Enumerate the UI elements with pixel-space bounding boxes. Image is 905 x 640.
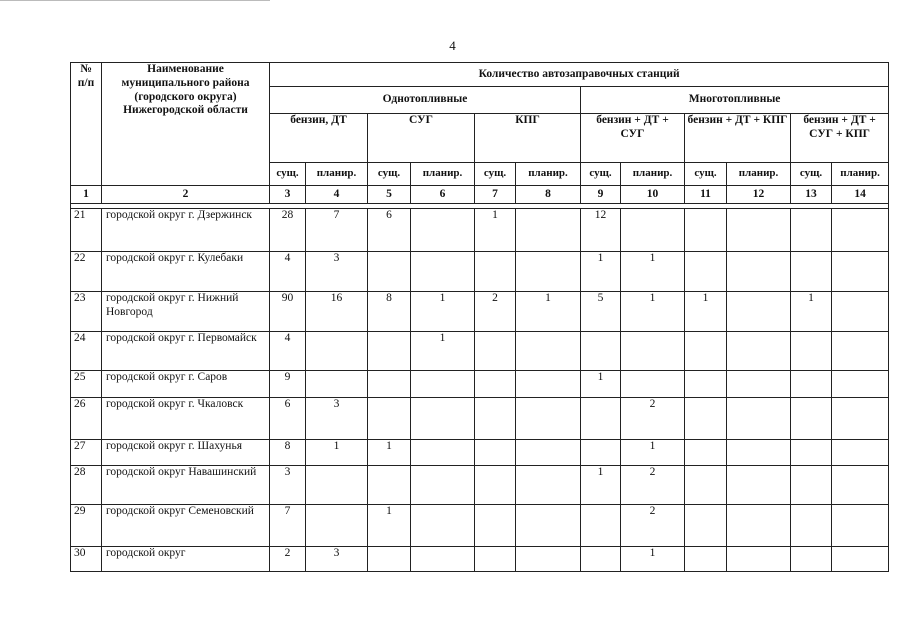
header-existing: сущ.: [270, 163, 306, 186]
table-body: [71, 209, 889, 572]
station-count-cell: [685, 209, 727, 252]
station-count-cell: 1: [475, 209, 516, 252]
station-count-cell: [791, 209, 832, 252]
table-row: [71, 440, 889, 466]
station-count-cell: [516, 466, 581, 505]
header-group-gas-diesel-lpg-cng: бензин + ДТ + СУГ + КПГ: [791, 114, 889, 163]
station-count-cell: [516, 505, 581, 547]
station-count-cell: [791, 505, 832, 547]
station-count-cell: [411, 466, 475, 505]
station-count-cell: 5: [581, 292, 621, 332]
station-count-cell: [727, 252, 791, 292]
district-name: городской округ г. Первомайск: [102, 332, 270, 371]
station-count-cell: [727, 547, 791, 572]
row-number: 23: [71, 292, 102, 332]
row-number: 24: [71, 332, 102, 371]
station-count-cell: 3: [306, 252, 368, 292]
header-existing: сущ.: [368, 163, 411, 186]
station-count-cell: [306, 332, 368, 371]
station-count-cell: 28: [270, 209, 306, 252]
station-count-cell: [727, 466, 791, 505]
station-count-cell: 1: [581, 466, 621, 505]
district-name: городской округ Навашинский: [102, 466, 270, 505]
station-count-cell: 1: [621, 252, 685, 292]
station-count-cell: [475, 371, 516, 398]
station-count-cell: [411, 440, 475, 466]
district-name: городской округ: [102, 547, 270, 572]
station-count-cell: [727, 292, 791, 332]
column-number: 5: [368, 186, 411, 204]
column-number: 6: [411, 186, 475, 204]
header-existing: сущ.: [475, 163, 516, 186]
station-count-cell: [411, 252, 475, 292]
station-count-cell: [368, 371, 411, 398]
row-number: 29: [71, 505, 102, 547]
station-count-cell: 3: [270, 466, 306, 505]
station-count-cell: [368, 252, 411, 292]
column-number: 4: [306, 186, 368, 204]
header-group-cng: КПГ: [475, 114, 581, 163]
station-count-cell: [727, 505, 791, 547]
station-count-cell: [832, 371, 889, 398]
station-count-cell: [832, 252, 889, 292]
column-number: 10: [621, 186, 685, 204]
station-count-cell: [685, 371, 727, 398]
station-count-cell: [727, 371, 791, 398]
table-row: [71, 505, 889, 547]
table-row: [71, 547, 889, 572]
header-existing: сущ.: [791, 163, 832, 186]
station-count-cell: [516, 209, 581, 252]
scan-edge-line: [0, 0, 270, 1]
column-number: 14: [832, 186, 889, 204]
station-count-cell: 1: [368, 505, 411, 547]
station-count-cell: [727, 209, 791, 252]
station-count-cell: 1: [621, 547, 685, 572]
column-number: 12: [727, 186, 791, 204]
station-count-cell: 2: [270, 547, 306, 572]
header-single-fuel: Однотопливные: [270, 87, 581, 114]
station-count-cell: 4: [270, 332, 306, 371]
header-group-gas-diesel-lpg: бензин + ДТ + СУГ: [581, 114, 685, 163]
station-count-cell: 1: [411, 292, 475, 332]
station-count-cell: 9: [270, 371, 306, 398]
station-count-cell: [516, 547, 581, 572]
station-count-cell: 3: [306, 398, 368, 440]
district-name: городской округ г. Кулебаки: [102, 252, 270, 292]
station-count-cell: [368, 547, 411, 572]
station-count-cell: 1: [581, 252, 621, 292]
station-count-cell: [832, 440, 889, 466]
station-count-cell: [685, 252, 727, 292]
table-row: [71, 252, 889, 292]
station-count-cell: [516, 398, 581, 440]
station-count-cell: [791, 547, 832, 572]
station-count-cell: [306, 371, 368, 398]
table-row: [71, 209, 889, 252]
station-count-cell: [516, 371, 581, 398]
district-name: городской округ Семеновский: [102, 505, 270, 547]
station-count-cell: 90: [270, 292, 306, 332]
station-count-cell: 12: [581, 209, 621, 252]
column-number: 3: [270, 186, 306, 204]
row-number: 30: [71, 547, 102, 572]
station-count-cell: 1: [685, 292, 727, 332]
column-number: 11: [685, 186, 727, 204]
station-count-cell: [516, 332, 581, 371]
station-count-cell: [475, 466, 516, 505]
column-number-row: [71, 186, 889, 204]
station-count-cell: [411, 505, 475, 547]
station-count-cell: [411, 398, 475, 440]
station-count-cell: [832, 292, 889, 332]
station-count-cell: 1: [581, 371, 621, 398]
row-number: 25: [71, 371, 102, 398]
station-count-cell: 3: [306, 547, 368, 572]
header-group-lpg: СУГ: [368, 114, 475, 163]
station-count-cell: [368, 466, 411, 505]
column-number: 13: [791, 186, 832, 204]
station-count-cell: [791, 398, 832, 440]
station-count-cell: [685, 505, 727, 547]
station-count-cell: [581, 547, 621, 572]
station-count-cell: 1: [621, 292, 685, 332]
station-count-cell: [411, 209, 475, 252]
station-count-cell: [685, 332, 727, 371]
station-count-cell: 6: [368, 209, 411, 252]
station-count-cell: [475, 252, 516, 292]
station-count-cell: [411, 547, 475, 572]
station-count-cell: [791, 466, 832, 505]
station-count-cell: 4: [270, 252, 306, 292]
table-row: [71, 332, 889, 371]
district-name: городской округ г. Чкаловск: [102, 398, 270, 440]
station-count-cell: 1: [411, 332, 475, 371]
header-planned: планир.: [306, 163, 368, 186]
station-count-cell: [727, 398, 791, 440]
station-count-cell: [368, 332, 411, 371]
station-count-cell: [411, 371, 475, 398]
column-number: 8: [516, 186, 581, 204]
station-count-cell: [832, 209, 889, 252]
station-count-cell: 7: [270, 505, 306, 547]
station-count-cell: [727, 332, 791, 371]
station-count-cell: 6: [270, 398, 306, 440]
station-count-cell: [832, 332, 889, 371]
station-count-cell: [832, 398, 889, 440]
district-name: городской округ г. Шахунья: [102, 440, 270, 466]
header-existing: сущ.: [685, 163, 727, 186]
station-count-cell: 7: [306, 209, 368, 252]
station-count-cell: [516, 252, 581, 292]
station-count-cell: [621, 332, 685, 371]
station-count-cell: [581, 440, 621, 466]
row-number: 22: [71, 252, 102, 292]
header-planned: планир.: [727, 163, 791, 186]
station-count-cell: [832, 505, 889, 547]
station-count-cell: [516, 440, 581, 466]
header-group-gasoline-diesel: бензин, ДТ: [270, 114, 368, 163]
station-count-cell: [581, 332, 621, 371]
row-number: 27: [71, 440, 102, 466]
station-count-cell: 1: [516, 292, 581, 332]
station-count-cell: 16: [306, 292, 368, 332]
district-name: городской округ г. Дзержинск: [102, 209, 270, 252]
station-count-cell: [791, 252, 832, 292]
header-planned: планир.: [832, 163, 889, 186]
station-count-cell: [685, 466, 727, 505]
table-row: [71, 398, 889, 440]
table-row: [71, 292, 889, 332]
station-count-cell: [832, 466, 889, 505]
station-count-cell: [306, 466, 368, 505]
station-count-cell: 8: [368, 292, 411, 332]
table-row: [71, 466, 889, 505]
station-count-cell: 8: [270, 440, 306, 466]
station-count-cell: [475, 398, 516, 440]
row-number: 28: [71, 466, 102, 505]
station-count-cell: [727, 440, 791, 466]
header-name: Наименование муниципального района (городского округа) Нижегородской области: [102, 63, 270, 186]
gas-stations-table: [70, 62, 889, 572]
header-planned: планир.: [411, 163, 475, 186]
column-number: 9: [581, 186, 621, 204]
station-count-cell: 2: [621, 398, 685, 440]
station-count-cell: [791, 440, 832, 466]
station-count-cell: [685, 398, 727, 440]
station-count-cell: 2: [621, 466, 685, 505]
station-count-cell: [791, 332, 832, 371]
page-number: 4: [449, 38, 456, 53]
column-number: 2: [102, 186, 270, 204]
station-count-cell: [685, 440, 727, 466]
row-number: 26: [71, 398, 102, 440]
station-count-cell: [581, 398, 621, 440]
station-count-cell: [475, 332, 516, 371]
station-count-cell: 1: [621, 440, 685, 466]
header-planned: планир.: [621, 163, 685, 186]
station-count-cell: [621, 209, 685, 252]
row-number: 21: [71, 209, 102, 252]
column-number: 7: [475, 186, 516, 204]
station-count-cell: 1: [368, 440, 411, 466]
station-count-cell: [306, 505, 368, 547]
header-planned: планир.: [516, 163, 581, 186]
header-existing: сущ.: [581, 163, 621, 186]
station-count-cell: 1: [791, 292, 832, 332]
header-num: № п/п: [71, 63, 102, 186]
district-name: городской округ г. Нижний Новгород: [102, 292, 270, 332]
station-count-cell: [832, 547, 889, 572]
station-count-cell: [475, 505, 516, 547]
column-number: 1: [71, 186, 102, 204]
station-count-cell: [621, 371, 685, 398]
district-name: городской округ г. Саров: [102, 371, 270, 398]
header-count: Количество автозаправочных станций: [270, 63, 889, 87]
station-count-cell: [475, 440, 516, 466]
station-count-cell: [368, 398, 411, 440]
station-count-cell: [581, 505, 621, 547]
station-count-cell: 1: [306, 440, 368, 466]
header-group-gas-diesel-cng: бензин + ДТ + КПГ: [685, 114, 791, 163]
station-count-cell: [791, 371, 832, 398]
station-count-cell: [475, 547, 516, 572]
header-multi-fuel: Многотопливные: [581, 87, 889, 114]
station-count-cell: 2: [475, 292, 516, 332]
station-count-cell: 2: [621, 505, 685, 547]
table-row: [71, 371, 889, 398]
station-count-cell: [685, 547, 727, 572]
